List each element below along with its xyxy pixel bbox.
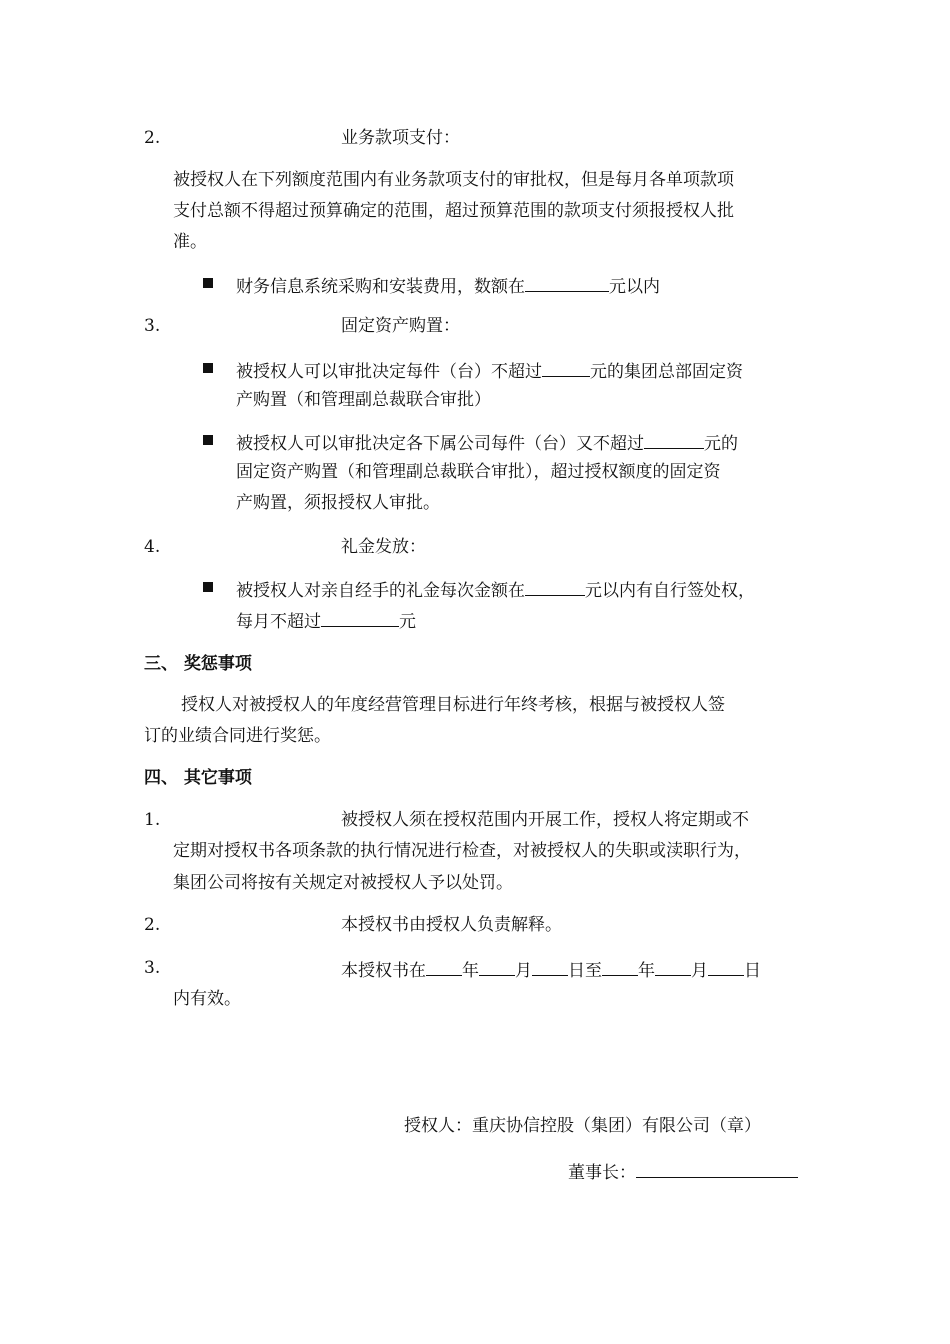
section-4-heading: 四、 其它事项 [144, 768, 252, 788]
section-3-paragraph-line-1: 授权人对被授权人的年度经营管理目标进行年终考核，根据与被授权人签 [181, 695, 725, 715]
section-4-item-1-line-2: 定期对授权书各项条款的执行情况进行检查，对被授权人的失职或渎职行为， [173, 841, 751, 861]
item-2-paragraph-line-2: 支付总额不得超过预算确定的范围，超过预算范围的款项支付须报授权人批 [173, 201, 734, 221]
item-3-bullet-2-line-3: 产购置，须报授权人审批。 [236, 493, 440, 513]
bullet-square-icon [203, 278, 213, 288]
section-4-item-2-text: 本授权书由授权人负责解释。 [341, 915, 562, 935]
day-to-label: 日至 [568, 961, 602, 981]
item-3-bullet-1-suffix: 元的集团总部固定资 [590, 362, 743, 382]
item-4-bullet-line-2-suffix: 元 [399, 612, 416, 632]
item-3-bullet-2-line-2: 固定资产购置（和管理副总裁联合审批），超过授权额度的固定资 [236, 462, 721, 482]
month-blank-line [655, 958, 691, 976]
chairman-signature [568, 1160, 798, 1183]
grantor-signature: 授权人：重庆协信控股（集团）有限公司（章） [404, 1116, 761, 1136]
item-3-bullet-1-text: 被授权人可以审批决定每件（台）不超过 [236, 362, 542, 382]
month-label: 月 [515, 961, 532, 981]
section-4-item-1-line-1: 被授权人须在授权范围内开展工作，授权人将定期或不 [341, 810, 749, 830]
item-2-paragraph-line-1: 被授权人在下列额度范围内有业务款项支付的审批权，但是每月各单项款项 [173, 170, 734, 190]
item-2-bullet [236, 274, 660, 297]
item-4-bullet-line-2-text: 每月不超过 [236, 612, 321, 632]
section-4-item-2-number: 2. [144, 915, 161, 935]
item-3-bullet-2-suffix: 元的 [704, 434, 738, 454]
day-label-2: 日 [744, 961, 761, 981]
amount-blank-line [525, 274, 609, 292]
amount-blank-line [542, 359, 590, 377]
bullet-square-icon [203, 582, 213, 592]
item-3-title: 固定资产购置： [341, 316, 460, 336]
bullet-square-icon [203, 435, 213, 445]
item-4-bullet-suffix: 元以内有自行签处权， [585, 581, 755, 601]
month-blank-line [479, 958, 515, 976]
item-2-bullet-text: 财务信息系统采购和安装费用，数额在 [236, 277, 525, 297]
section-3-paragraph-line-2: 订的业绩合同进行奖惩。 [144, 726, 331, 746]
item-3-bullet-1-line-2: 产购置（和管理副总裁联合审批） [236, 390, 491, 410]
year-blank-line [602, 958, 638, 976]
validity-prefix: 本授权书在 [341, 961, 426, 981]
year-label: 年 [462, 961, 479, 981]
item-2-bullet-suffix: 元以内 [609, 277, 660, 297]
day-blank-line [532, 958, 568, 976]
item-4-number: 4. [144, 537, 161, 557]
item-4-bullet-line-1 [236, 578, 755, 601]
item-4-title: 礼金发放： [341, 537, 426, 557]
bullet-square-icon [203, 363, 213, 373]
amount-blank-line [321, 609, 399, 627]
item-3-bullet-2-text: 被授权人可以审批决定各下属公司每件（台）又不超过 [236, 434, 644, 454]
item-4-bullet-text: 被授权人对亲自经手的礼金每次金额在 [236, 581, 525, 601]
item-4-bullet-line-2 [236, 609, 416, 632]
item-3-number: 3. [144, 316, 161, 336]
item-3-bullet-1-line-1 [236, 359, 743, 382]
section-4-item-3-number: 3. [144, 958, 161, 978]
item-2-title: 业务款项支付： [341, 128, 460, 148]
section-4-item-1-number: 1. [144, 810, 161, 830]
year-label-2: 年 [638, 961, 655, 981]
section-4-item-1-line-3: 集团公司将按有关规定对被授权人予以处罚。 [173, 873, 513, 893]
amount-blank-line [525, 578, 585, 596]
item-2-number: 2. [144, 128, 161, 148]
month-label-2: 月 [691, 961, 708, 981]
section-4-item-3-line-1 [341, 958, 761, 981]
amount-blank-line [644, 431, 704, 449]
day-blank-line [708, 958, 744, 976]
item-2-paragraph-line-3: 准。 [173, 232, 207, 252]
signature-blank-line [636, 1160, 798, 1178]
chairman-label: 董事长： [568, 1163, 636, 1183]
section-4-item-3-line-2: 内有效。 [173, 989, 241, 1009]
year-blank-line [426, 958, 462, 976]
section-3-heading: 三、 奖惩事项 [144, 654, 252, 674]
item-3-bullet-2-line-1 [236, 431, 738, 454]
